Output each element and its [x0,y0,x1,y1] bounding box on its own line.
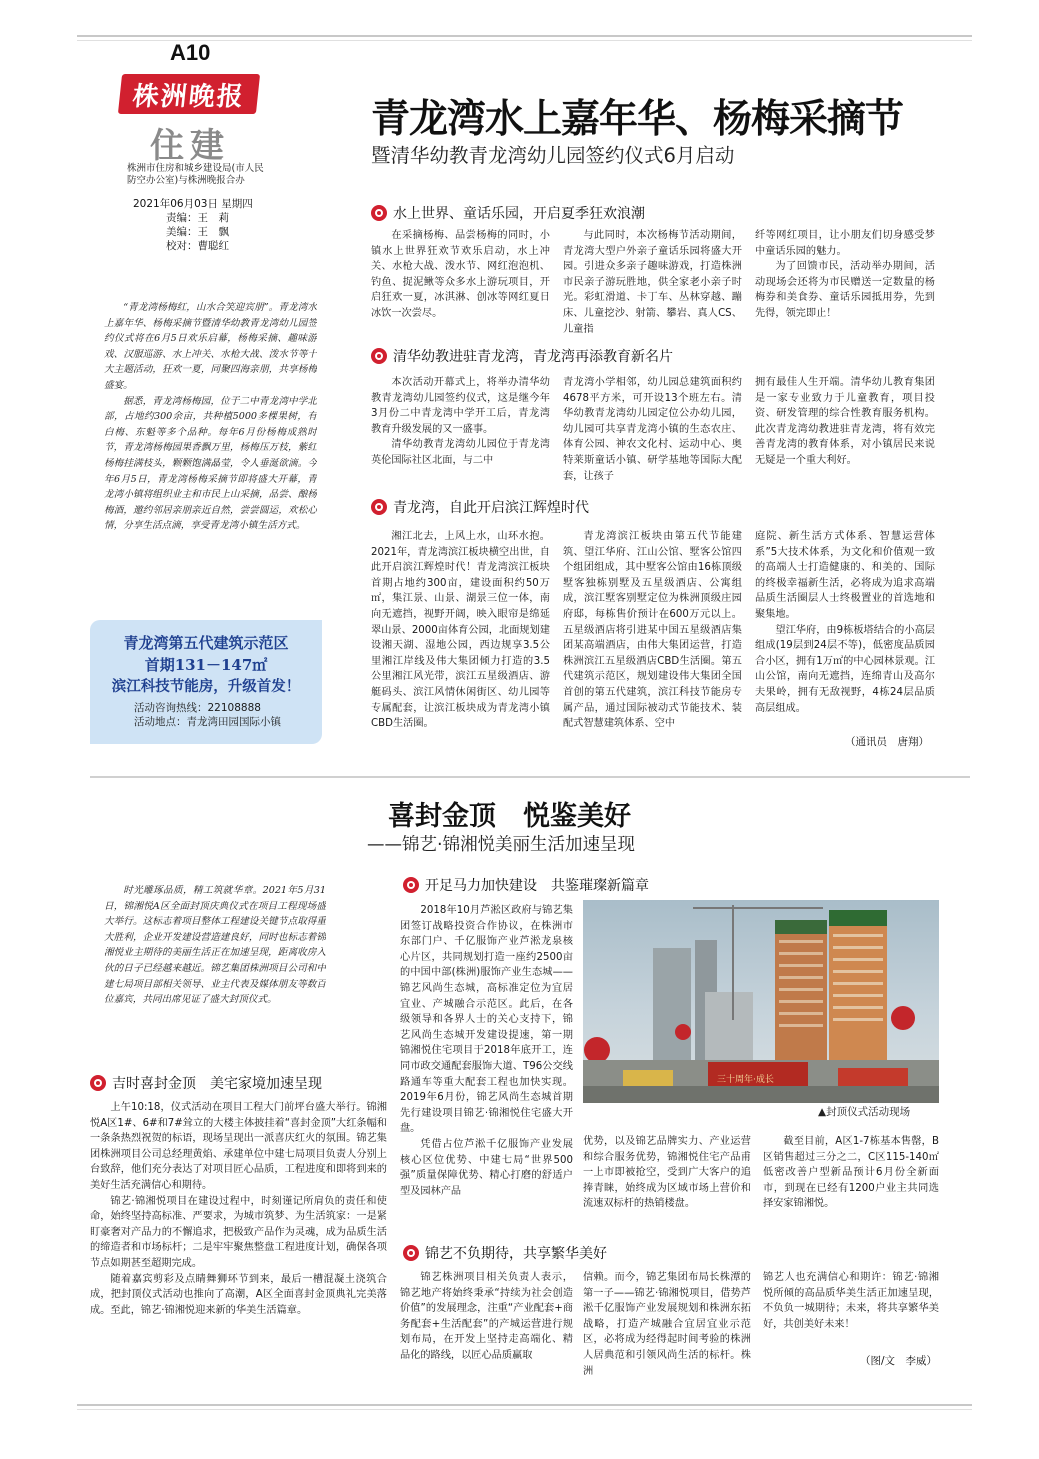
article1-title: 青龙湾水上嘉年华、杨梅采摘节 [371,97,904,142]
article2-subtitle: ——锦艺·锦湘悦美丽生活加速呈现 [367,835,636,855]
sponsor-line: 株洲市住房和城乡建设局(市人民防空办公室)与株洲晚报合办 [127,163,264,186]
paragraph: 信赖。而今，锦艺集团布局长株潭的第一子——锦艺·锦湘悦项目，借势芦淞千亿服饰产业发展规划和株洲东拓战略，打造产城融合宜居宜业示范区，必将成为经得起时间考验的株洲人居典范和引领风尚生活的标杆。株洲 [583,1272,751,1377]
article2-section3-heading-text: 锦艺不负期待，共享繁华美好 [425,1246,607,1262]
photo-caption: ▲封顶仪式活动现场 [818,1106,911,1118]
article1-section1-heading-text: 水上世界、童话乐园，开启夏季狂欢浪潮 [393,206,645,222]
article1-s2-col1 [371,375,550,487]
paragraph: 本次活动开幕式上，将举办清华幼教青龙湾幼儿园签约仪式，这是继今年3月份二中青龙湾中学开工后，青龙湾教育升级发展的又一盛事。 [371,377,550,435]
article1-s1-col2 [563,228,742,338]
info-box-line2: 首期131－147㎡ [144,656,268,674]
article2-section2-heading [90,1073,322,1093]
top-rule-thin [77,40,972,41]
info-box-line3: 滨江科技节能房，升级首发！ [111,678,301,695]
paragraph: 在采摘杨梅、品尝杨梅的同时，小镇水上世界狂欢节欢乐启动，水上冲关、水枪大战、泼水节、网红泡泡机、钓鱼、捉泥鳅等众多水上游玩项目，开启狂欢一夏，冰淇淋、创冰等网红夏日冰饮一次尝尽。 [371,230,550,319]
paragraph: 优势，以及锦艺品牌实力、产业运营和综合服务优势，锦湘悦住宅产品甫一上市即被抢空，受到广大客户的追捧青睐，始终成为区域市场上营价和流速双标杆的热销楼盘。 [583,1136,751,1210]
section-bullet-icon [90,1075,106,1091]
paragraph: 青龙湾滨江板块由第五代节能建筑、望江华府、江山公馆、墅客公馆四个组团组成，其中墅客公馆由16栋顶级墅客独栋别墅及五星级酒店、公寓组成，滨江墅客别墅定位为株洲顶级庄园府邸，每栋售价预计在600万元以上。五星级酒店将引进某中国五星级酒店集团某高端酒店，由伟大集团运营，打造株洲滨江五星级酒店CBD生活圈。第五代建筑示范区，规划建设伟大集团全国首创的第五代建筑，滨江科技节能房专属产品，通过国际被动式节能技术、装配式智慧建筑体系、空中 [563,531,742,730]
bottom-rule-thin [77,1409,972,1410]
article2-intro [104,883,326,1053]
paragraph: 青龙湾小学相邻，幼儿园总建筑面积约4678平方米，可开设13个班左右。清华幼教青龙湾幼儿园定位公办幼儿园，幼儿园可共享青龙湾小镇的生态农庄、体育公园、神农文化村、运动中心、奥特莱斯童话小镇、研学基地等国际大配套，让孩子 [563,377,742,482]
article2-byline: （图/文 李威） [860,1355,938,1367]
masthead-logo [118,74,260,114]
article2-section1-heading-text: 开足马力加快建设 共鉴璀璨新篇章 [425,878,649,894]
issue-date: 2021年06月03日 星期四 [133,198,253,210]
paragraph: 锦艺株洲项目相关负责人表示，锦艺地产将始终秉承“持续为社会创造价值”的发展理念，注重“产业配套+商务配套+生活配套”的产城运营进行规划布局，在开发上坚持走高端化、精品化的路线，以匠心品质赢取 [400,1272,573,1361]
article2-s3-col2 [583,1270,751,1396]
article1-s3-col2 [563,529,742,749]
section-bullet-icon [371,348,387,364]
article2-s3-col1 [400,1270,573,1396]
article2-intro-p1: 时光雕琢品质，精工筑就华章。2021年5月31日，锦湘悦A区全面封顶庆典仪式在项目工程现场盛大举行。这标志着项目整体工程建设关键节点取得重大胜利，企业开发建设营造建良好，同时也标志着锦湘悦业主期待的美丽生活正在加速呈现，距离收房入伙的日子已经越来越近。锦艺集团株洲项目公司和中建七局项目部相关领导、业主代表及媒体朋友等数百位嘉宾，共同出席见证了盛大封顶仪式。 [104,885,326,1006]
paragraph: 2018年10月芦淞区政府与锦艺集团签订战略投资合作协议，在株洲市东部门户、千亿服饰产业芦淞龙泉核心片区，共同规划打造一座约2500亩的中国中部(株洲)服饰产业生态城——锦艺风尚生态城，高标准定位为宜居宜业、产城融合示范区。此后，在各级领导和各界人士的关心支持下，锦艺风尚生态城开发建设提速，第一期锦湘悦住宅项目于2018年底开工，连同市政交通配套服饰大道、T96公交线路通车等重大配套工程也加快实现。2019年6月份，锦艺风尚生态城首期先行建设项目锦艺·锦湘悦住宅盛大开盘。 [400,905,573,1135]
photo-banner-text: 三十周年·成长 [717,1075,774,1085]
credit-designer: 美编：王 飘 [166,226,229,238]
paragraph: 湘江北去，上风上水，山环水抱。2021年，青龙湾滨江板块横空出世，自此开启滨江辉煌时代！青龙湾滨江板块首期占地约300亩，建设面积约50万㎡，集江景、山景、湖景三位一体，南向无遮挡，视野开阔，映入眼帘是绵延翠山景、2000亩体育公园，北面规划建设湘天湖、湿地公园，西边规享3.5公里湘江岸线及伟大集团倾力打造的3.5公里湘江风光带，滨江五星级酒店、游艇码头、滨江风情休闲街区、幼儿园等专属配套，让滨江板块成为青龙湾小镇CBD生活圈。 [371,531,550,730]
article-divider [90,776,970,778]
article2-s3-col3 [763,1270,939,1350]
paragraph: 庭院、新生活方式体系、智慧运营体系”5大技术体系，为文化和价值观一致的高端人士打造健康的、和美的、国际的终极幸福新生活，必将成为追求高端品质生活圈层人士终极置业的首选地和聚集地。 [755,531,935,620]
article1-section2-heading-text: 清华幼教进驻青龙湾，青龙湾再添教育新名片 [393,349,673,365]
info-box-hotline: 活动咨询热线：22108888 [134,702,261,714]
paragraph: 为了回馈市民，活动举办期间，活动现场会还将为市民赠送一定数量的杨梅券和美食券、童话乐园抵用券，先到先得，领完即止！ [755,261,935,319]
credit-editor: 责编：王 莉 [166,212,229,224]
section-bullet-icon [371,499,387,515]
article2-s1-col2 [583,1134,751,1230]
article2-section3-heading [403,1243,607,1263]
article1-section2-heading [371,346,673,366]
article1-s3-col1 [371,529,550,749]
paragraph: 拥有最佳人生开端。清华幼儿教育集团是一家专业致力于儿童教育，项目投资、研发管理的综合性教育服务机构。此次青龙湾幼教进驻青龙湾，将有效完善青龙湾的教育体系，对小镇居民来说无疑是一个重大利好。 [755,377,935,466]
paragraph: 随着嘉宾剪彩及点睛舞狮环节到来，最后一槽混凝土浇筑合成，把封顶仪式活动也推向了高潮，A区全面喜封金顶典礼完美落成。至此，锦艺·锦湘悦迎来新的华美生活篇章。 [90,1273,387,1316]
article2-section2-heading-text: 吉时喜封金顶 美宅家境加速呈现 [112,1076,322,1092]
credit-proofreader: 校对：曹聪红 [166,240,229,252]
event-info-box [90,620,322,744]
article1-s2-col2 [563,375,742,487]
info-box-line1: 青龙湾第五代建筑示范区 [123,634,289,652]
paragraph: 望江华府，由9栋板塔结合的小高层组成(19层到24层不等)，低密度品质园合小区，拥有1万㎡的中心园林景观。江山公馆，南向无遮挡，连绵青山及高尔夫果岭，拥有无敌视野，4栋24层品质高层组成。 [755,624,935,714]
article2-section1-heading [403,875,649,895]
article2-s1-col3 [763,1134,939,1230]
article1-section1-heading [371,203,645,223]
paragraph: 截至目前，A区1-7栋基本售罄，B区销售超过三分之二，C区115-140㎡低密改善户型新品预计6月份全新面市，到现在已经有1200户业主共同选择安家锦湘悦。 [763,1136,939,1210]
section-bullet-icon [403,877,419,893]
bottom-rule [77,1404,972,1406]
paragraph: 清华幼教青龙湾幼儿园位于青龙湾英伦国际社区北面，与二中 [371,439,550,466]
paragraph: 锦艺人也充满信心和期许：锦艺·锦湘悦所倾的高品质华美生活正加速呈现，不负负一城期待；未来，将共享繁华美好，共创美好未来！ [763,1272,939,1330]
masthead-logo-text: 株洲晚报 [131,81,247,112]
paragraph: 纤等网红项目，让小朋友们切身感受梦中童话乐园的魅力。 [755,230,935,257]
section-title: 住建 [150,126,230,166]
page-number: A10 [170,40,211,65]
info-box-venue: 活动地点：青龙湾田园国际小镇 [134,716,281,728]
article1-subtitle: 暨清华幼教青龙湾幼儿园签约仪式6月启动 [371,144,735,167]
paragraph: 凭借占位芦淞千亿服饰产业发展核心区位优势、中建七局“世界500强”质量保障优势、精心打磨的舒适户型及园林产品 [400,1138,573,1197]
top-rule [77,35,972,37]
article1-byline: （通讯员 唐翔） [845,736,929,748]
article2-s2-col1 [90,1100,387,1416]
paragraph: 锦艺·锦湘悦项目在建设过程中，时刻谨记所肩负的责任和使命，始终坚持高标准、严要求，为城市筑梦、为生活筑家：一是紧盯豪奢对产品力的不懈追求，把极致产品作为灵魂，成为品质生活的缔造者和市场标杆；二是牢牢聚焦整盘工程进度计划，确保各项节点如期甚至超期完成。 [90,1195,387,1269]
article1-s3-col3 [755,529,935,733]
article1-section3-heading [371,497,589,517]
article1-section3-heading-text: 青龙湾，自此开启滨江辉煌时代 [393,500,589,516]
article1-s1-col3 [755,228,935,338]
article1-intro [104,300,317,600]
paragraph: 与此同时，本次杨梅节活动期间，青龙湾大型户外亲子童话乐园将盛大开园。引进众多亲子趣味游戏，打造株洲市民亲子游玩胜地，供全家老小亲子时光。彩虹滑道、卡丁车、丛林穿越、蹦床、儿童挖沙、射箭、攀岩、真人CS、儿童指 [563,230,742,335]
section-bullet-icon [371,205,387,221]
article2-s1-col1 [400,903,573,1233]
article1-intro-p1: “青龙湾杨梅红，山水合笑迎宾朋”。青龙湾水上嘉年华、杨梅采摘节暨清华幼教青龙湾幼儿园签约仪式将在6月5日欢乐启幕，杨梅采摘、趣味游戏、汉服巡游、水上冲关、水枪大战、泼水节等十大主题活动，狂欢一夏，同聚四海亲朋，共享杨梅盛宴。 [104,302,317,391]
article1-intro-p2: 据悉，青龙湾杨梅园，位于二中青龙湾中学北部，占地约300余亩，共种植5000多棵果树，有白梅、东魁等多个品种。每年6月份杨梅成熟时节，青龙湾杨梅园果香飘万里，杨梅压万枝，紫红杨梅挂满枝头，颗颗饱满晶莹，令人垂涎欲滴。今年6月5日，青龙湾杨梅采摘节即将盛大开幕，青龙湾小镇将组织业主和市民上山采摘，品尝、酿杨梅酒，邀约邻居亲朋亲近自然，尝尝圆运，欢松心情，分享生活点滴，享受青龙湾小镇生活方式。 [104,395,317,532]
article1-s1-col1 [371,228,550,338]
article1-s2-col3 [755,375,935,487]
topping-out-photo [583,900,939,1103]
paragraph: 上午10:18，仪式活动在项目工程大门前坪台盛大举行。锦湘悦A区1#、6#和7#耸立的大楼主体披挂着“喜封金顶”大红条幅和一条条热烈祝贺的标语，现场呈现出一派喜庆红火的氛围。锦艺集团株洲项目公司总经理黄焰、承建单位中建七局项目负责人分别上台致辞，他们充分表达了对项目匠心品质，工程进度和即将到来的美好生活充满信心和期待。 [90,1102,387,1191]
article2-title: 喜封金顶 悦鉴美好 [388,801,631,832]
section-bullet-icon [403,1245,419,1261]
